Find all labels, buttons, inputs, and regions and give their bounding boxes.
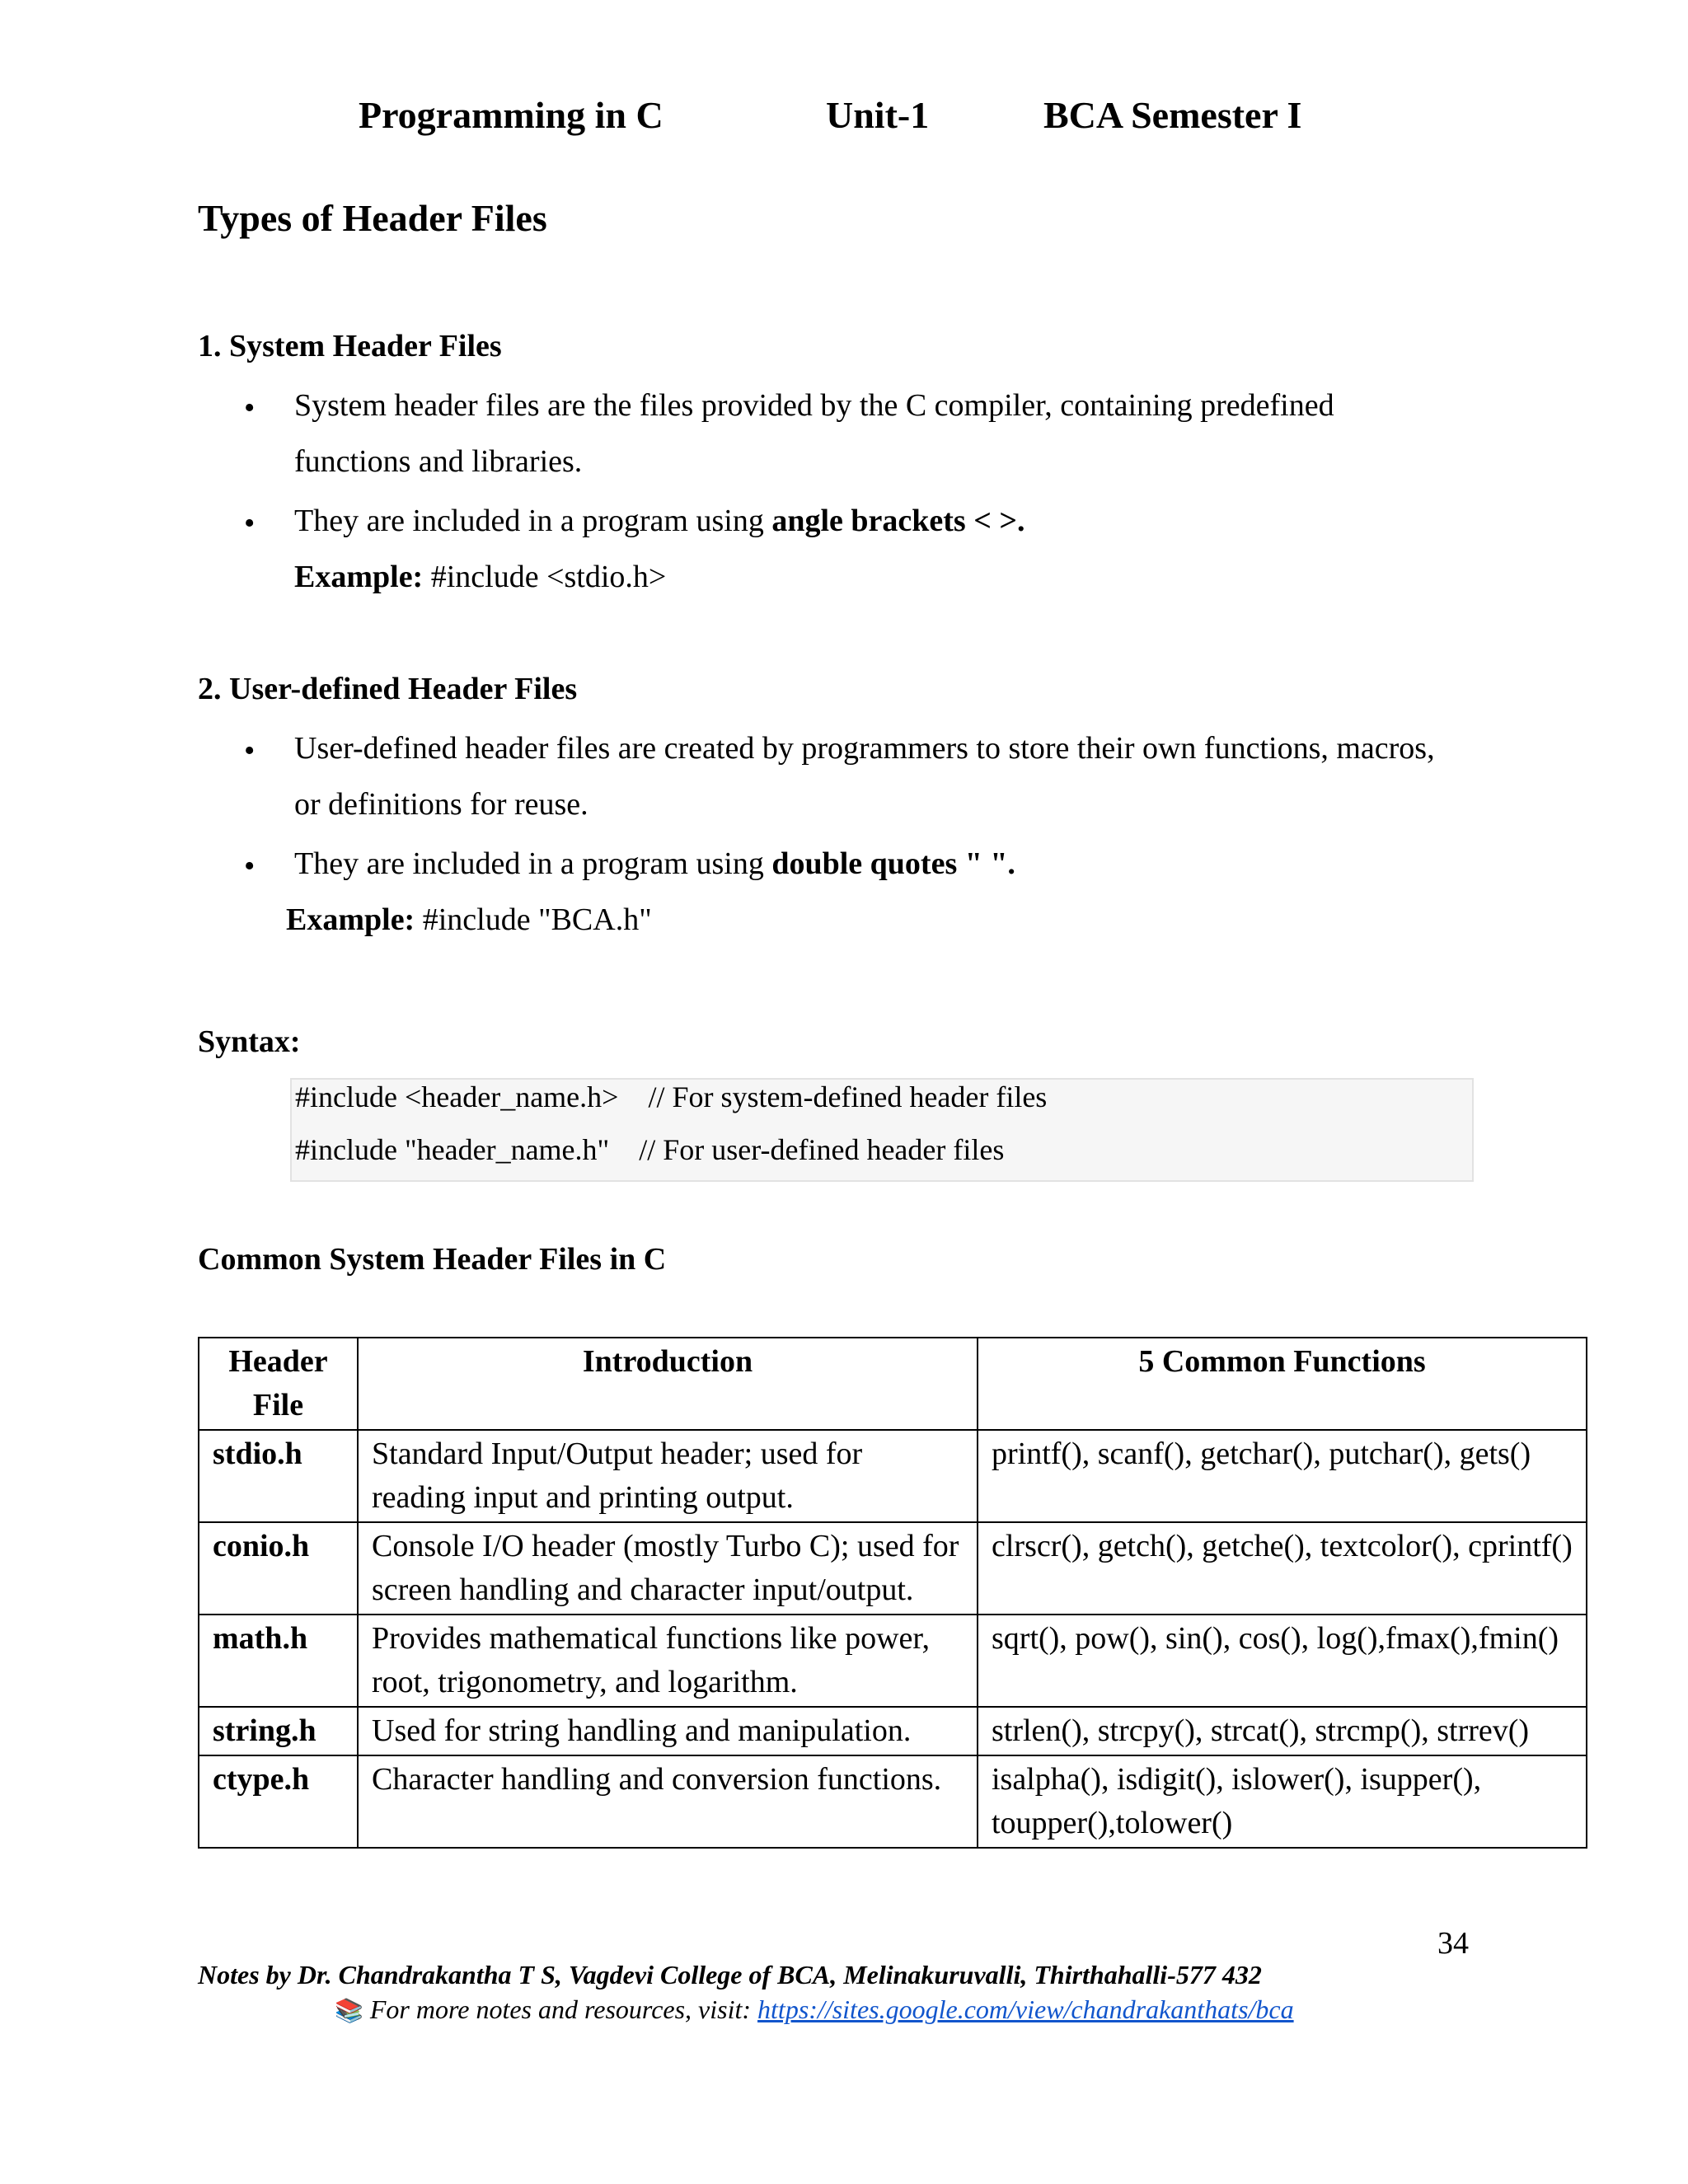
syntax-heading: Syntax: [198,1024,301,1059]
header-file-name: string.h [199,1707,358,1755]
footer-resources: 📚 For more notes and resources, visit: https://sites.google.com/view/chandrakanthats/bca [335,1994,1294,2024]
system-bullet-1: System header files are the files provided by the C compiler, containing predefined functions and libraries. [294,388,1334,479]
page-title: Types of Header Files [198,197,547,239]
table-row [199,1707,1587,1755]
system-header-heading: 1. System Header Files [198,329,502,363]
table-row [199,1615,1587,1707]
header-functions: sqrt(), pow(), sin(), cos(), log(),fmax(),fmin() [978,1615,1587,1707]
course-title: Programming in C [359,94,663,136]
header-file-name: math.h [199,1615,358,1707]
header-functions: strlen(), strcpy(), strcat(), strcmp(), strrev() [978,1707,1587,1755]
header-intro: Character handling and conversion functions. [358,1755,978,1848]
syntax-line-user: #include "header_name.h" // For user-defined header files [295,1133,1005,1166]
header-functions: printf(), scanf(), getchar(), putchar(), gets() [978,1430,1587,1522]
header-intro: Used for string handling and manipulation. [358,1707,978,1755]
page-number: 34 [1437,1926,1469,1961]
bullet-icon: • [244,849,256,883]
bullet-icon: • [244,391,256,425]
header-file-name: conio.h [199,1522,358,1615]
table-header-row [199,1338,1587,1430]
books-icon: 📚 [335,1999,363,2024]
header-functions: isalpha(), isdigit(), islower(), isupper(), toupper(),tolower() [978,1755,1587,1848]
column-header: 5 Common Functions [978,1338,1587,1430]
footer-notes: Notes by Dr. Chandrakantha T S, Vagdevi College of BCA, Melinakuruvalli, Thirthahalli-577 432 [198,1960,1262,1990]
syntax-line-system: #include <header_name.h> // For system-defined header files [295,1080,1048,1113]
column-header: Header File [199,1338,358,1430]
header-files-table [198,1337,1587,1849]
resources-link[interactable]: https://sites.google.com/view/chandrakanthats/bca [757,1994,1294,2024]
bullet-icon: • [244,733,256,768]
header-intro: Provides mathematical functions like power, root, trigonometry, and logarithm. [358,1615,978,1707]
bullet-icon: • [244,506,256,541]
unit-label: Unit-1 [826,94,930,136]
table-row [199,1755,1587,1848]
header-file-name: ctype.h [199,1755,358,1848]
header-file-name: stdio.h [199,1430,358,1522]
system-bullet-2: They are included in a program using angle brackets < >. Example: #include <stdio.h> [294,504,1025,594]
header-functions: clrscr(), getch(), getche(), textcolor(), cprintf() [978,1522,1587,1615]
table-heading: Common System Header Files in C [198,1242,667,1277]
user-bullet-1: User-defined header files are created by programmers to store their own functions, macros, or definitions for reuse. [294,731,1435,822]
header-intro: Standard Input/Output header; used for reading input and printing output. [358,1430,978,1522]
column-header: Introduction [358,1338,978,1430]
user-header-heading: 2. User-defined Header Files [198,672,578,706]
header-intro: Console I/O header (mostly Turbo C); used for screen handling and character input/output. [358,1522,978,1615]
table-row [199,1430,1587,1522]
user-bullet-2: They are included in a program using double quotes " ". Example: #include "BCA.h" [286,846,1015,937]
table-row [199,1522,1587,1615]
semester-label: BCA Semester I [1043,94,1302,136]
